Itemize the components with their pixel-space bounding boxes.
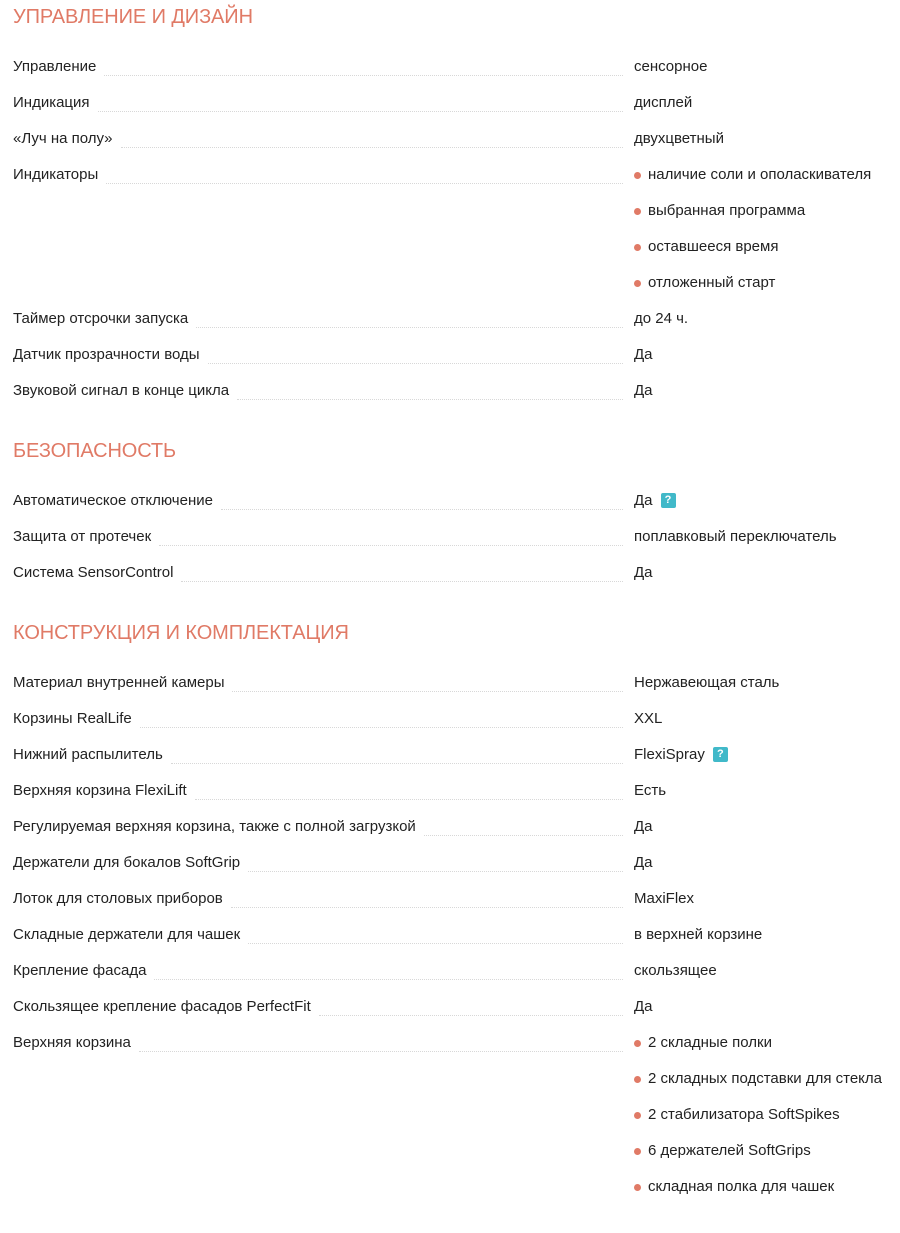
spec-row-control — [13, 49, 900, 85]
spec-value: Да — [634, 854, 653, 871]
bullet-dot-icon — [634, 1148, 641, 1155]
spec-row-adjustable-basket — [13, 809, 900, 845]
spec-page — [0, 5, 900, 1205]
spec-value: Да — [634, 382, 653, 399]
spec-label: Индикаторы — [13, 166, 99, 183]
spec-value: дисплей — [634, 94, 693, 111]
spec-row-facade-mount — [13, 953, 900, 989]
spec-list — [13, 665, 900, 1205]
spec-value: сенсорное — [634, 58, 708, 75]
spec-row-sensorcontrol — [13, 555, 900, 591]
spec-label: Регулируемая верхняя корзина, также с полной загрузкой — [13, 818, 416, 835]
spec-label: Автоматическое отключение — [13, 492, 213, 509]
bullet-dot-icon — [634, 280, 641, 287]
bullet-item: наличие соли и ополаскивателя — [634, 157, 900, 193]
section-safety — [13, 439, 900, 591]
dotted-leader — [195, 799, 623, 800]
section-controls-design — [13, 5, 900, 409]
dotted-leader — [159, 545, 623, 546]
section-title: УПРАВЛЕНИЕ И ДИЗАЙН — [13, 6, 253, 28]
bullet-item: складная полка для чашек — [634, 1169, 900, 1205]
dotted-leader — [106, 183, 623, 184]
bullet-dot-icon — [634, 1076, 641, 1083]
bullet-item: 2 складных подставки для стекла — [634, 1061, 900, 1097]
spec-row-floor-beam — [13, 121, 900, 157]
spec-row-perfectfit — [13, 989, 900, 1025]
spec-row-indication — [13, 85, 900, 121]
section-title: БЕЗОПАСНОСТЬ — [13, 440, 177, 462]
section-construction — [13, 621, 900, 1205]
spec-row-cutlery-tray — [13, 881, 900, 917]
spec-label: Скользящее крепление фасадов PerfectFit — [13, 998, 311, 1015]
dotted-leader — [104, 75, 623, 76]
spec-value: FlexiSpray ? — [634, 737, 900, 773]
spec-label: Лоток для столовых приборов — [13, 890, 223, 907]
spec-label: Складные держатели для чашек — [13, 926, 241, 943]
bullet-dot-icon — [634, 208, 641, 215]
spec-value: Нержавеющая сталь — [634, 674, 780, 691]
bullet-item: 2 складные полки — [634, 1025, 900, 1061]
spec-value: XXL — [634, 710, 663, 727]
spec-label: Звуковой сигнал в конце цикла — [13, 382, 230, 399]
dotted-leader — [154, 979, 623, 980]
help-icon[interactable]: ? — [713, 747, 728, 762]
bullet-item: отложенный старт — [634, 265, 900, 301]
spec-row-indicators — [13, 157, 900, 301]
dotted-leader — [181, 581, 623, 582]
dotted-leader — [237, 399, 623, 400]
bullet-item: 6 держателей SoftGrips — [634, 1133, 900, 1169]
dotted-leader — [208, 363, 623, 364]
bullet-dot-icon — [634, 172, 641, 179]
spec-value: в верхней корзине — [634, 926, 763, 943]
spec-row-delay-timer — [13, 301, 900, 337]
spec-label: Верхняя корзина FlexiLift — [13, 782, 187, 799]
dotted-leader — [221, 509, 623, 510]
spec-label: Защита от протечек — [13, 528, 152, 545]
spec-row-softgrip — [13, 845, 900, 881]
spec-label: Нижний распылитель — [13, 746, 163, 763]
dotted-leader — [232, 691, 623, 692]
spec-label: Верхняя корзина — [13, 1034, 131, 1051]
bullet-item: 2 стабилизатора SoftSpikes — [634, 1097, 900, 1133]
spec-label: Датчик прозрачности воды — [13, 346, 200, 363]
spec-row-end-signal — [13, 373, 900, 409]
bullet-dot-icon — [634, 1184, 641, 1191]
spec-value: Да ? — [634, 483, 900, 519]
spec-list — [13, 483, 900, 591]
spec-row-upper-basket — [13, 1025, 900, 1205]
spec-value: скользящее — [634, 962, 717, 979]
dotted-leader — [121, 147, 623, 148]
spec-value: двухцветный — [634, 130, 724, 147]
dotted-leader — [139, 1051, 623, 1052]
section-title: КОНСТРУКЦИЯ И КОМПЛЕКТАЦИЯ — [13, 622, 349, 644]
spec-label: «Луч на полу» — [13, 130, 113, 147]
dotted-leader — [248, 871, 623, 872]
dotted-leader — [319, 1015, 623, 1016]
bullet-item: оставшееся время — [634, 229, 900, 265]
spec-label: Крепление фасада — [13, 962, 147, 979]
bullet-dot-icon — [634, 1040, 641, 1047]
spec-row-lower-sprayer — [13, 737, 900, 773]
bullet-dot-icon — [634, 1112, 641, 1119]
spec-row-cup-holders — [13, 917, 900, 953]
help-icon[interactable]: ? — [661, 493, 676, 508]
dotted-leader — [424, 835, 623, 836]
spec-value: поплавковый переключатель — [634, 528, 837, 545]
spec-value: до 24 ч. — [634, 310, 689, 327]
dotted-leader — [231, 907, 623, 908]
spec-label: Таймер отсрочки запуска — [13, 310, 189, 327]
spec-row-leak-protection — [13, 519, 900, 555]
spec-row-flexilift — [13, 773, 900, 809]
spec-label: Система SensorControl — [13, 564, 174, 581]
spec-row-baskets — [13, 701, 900, 737]
spec-list — [13, 49, 900, 409]
spec-label: Держатели для бокалов SoftGrip — [13, 854, 241, 871]
bullet-item: выбранная программа — [634, 193, 900, 229]
spec-value: MaxiFlex — [634, 890, 695, 907]
dotted-leader — [98, 111, 623, 112]
dotted-leader — [196, 327, 623, 328]
dotted-leader — [171, 763, 623, 764]
spec-label: Материал внутренней камеры — [13, 674, 225, 691]
bullet-dot-icon — [634, 244, 641, 251]
spec-value: Да — [634, 564, 653, 581]
spec-value: Да — [634, 346, 653, 363]
spec-label: Управление — [13, 58, 97, 75]
dotted-leader — [248, 943, 623, 944]
spec-value: Да — [634, 998, 653, 1015]
dotted-leader — [140, 727, 623, 728]
spec-row-chamber-material — [13, 665, 900, 701]
spec-value: Да — [634, 818, 653, 835]
spec-label: Индикация — [13, 94, 90, 111]
spec-value: Есть — [634, 782, 667, 799]
spec-label: Корзины RealLife — [13, 710, 132, 727]
spec-row-auto-off — [13, 483, 900, 519]
spec-row-water-sensor — [13, 337, 900, 373]
